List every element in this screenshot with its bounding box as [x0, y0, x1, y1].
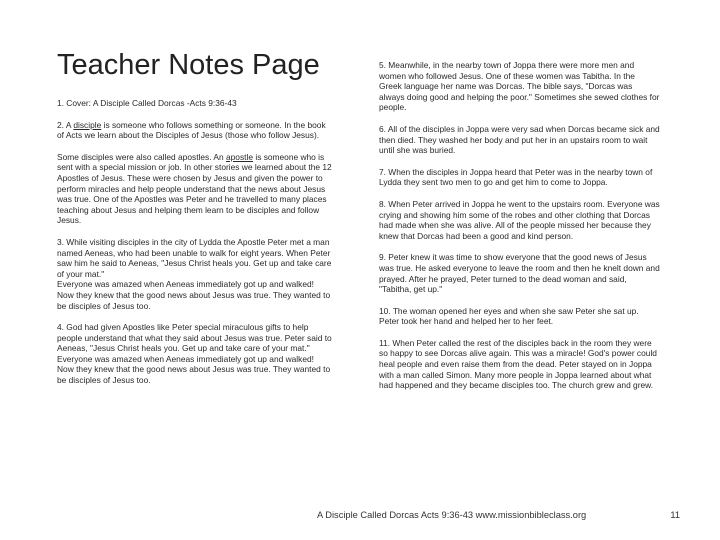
page-number: 11 [670, 510, 680, 520]
note-4 [57, 322, 333, 386]
note-2-start: 2. A [57, 119, 74, 130]
note-apostle-start: Some disciples were also called apostles. An [57, 151, 226, 162]
note-9: 9. Peter knew it was time to show everyone that the good news of Jesus was true. He asked everyone to leave the room and then he knelt down and prayed. After he prayed, Peter turned to the dead woman and said, "Tabitha, get up." [379, 252, 660, 295]
term-disciple: disciple [73, 119, 102, 130]
note-4-a: 4. God had given Apostles like Peter special miraculous gifts to help people understand that what they said about Jesus was true. Peter said to Aeneas, "Jesus Christ heals you. Get up and take care of your mat." [57, 322, 332, 354]
right-column [379, 60, 660, 402]
note-11: 11. When Peter called the rest of the disciples back in the room they were so happy to see Dorcas alive again. This was a miracle! God's power could heal people and even raise them from the dead. Peter stayed on in Joppa with a man called Simon. Many more people in Joppa learned about what had happened and they became disciples too. The church grew and grew. [379, 337, 657, 391]
note-5: 5. Meanwhile, in the nearby town of Joppa there were more men and women who followed Jesus. One of these women was Tabitha. In the Greek language her name was Dorcas. The bible says, "Dorcas was always doing good and helping the poor." Sometimes she sewed clothes for people. [379, 60, 660, 113]
note-3-b: Everyone was amazed when Aeneas immediately got up and walked! Now they knew that the good news about Jesus was true. They wanted to be disciples of Jesus too. [57, 279, 331, 311]
left-column [57, 98, 333, 397]
footer-caption: A Disciple Called Dorcas Acts 9:36-43 www.missionbibleclass.org [317, 510, 587, 520]
note-1: 1. Cover: A Disciple Called Dorcas -Acts 9:36-43 [57, 98, 237, 108]
note-6: 6. All of the disciples in Joppa were very sad when Dorcas became sick and then died. They washed her body and put her in an upstairs room to wait until she was buried. [379, 123, 660, 156]
note-2-apostles [57, 152, 333, 226]
note-3 [57, 237, 333, 311]
note-4-b: Everyone was amazed when Aeneas immediately got up and walked! Now they knew that the good news about Jesus was true. They wanted to be disciples of Jesus too. [57, 353, 331, 386]
note-8: 8. When Peter arrived in Joppa he went to the upstairs room. Everyone was crying and showing him some of the robes and other clothing that Dorcas had made when she was alive. All of the people missed her because they knew that Dorcas had been a good and kind person. [379, 198, 660, 241]
note-7: 7. When the disciples in Joppa heard that Peter was in the nearby town of Lydda they sent two men to go and get him to come to Joppa. [379, 166, 653, 188]
term-apostle: apostle [225, 151, 253, 162]
page-title: Teacher Notes Page [57, 49, 320, 81]
note-apostle-rest: is someone who is sent with a special mission or job. In other stories we learned about the 12 Apostles of Jesus. These were chosen by Jesus and given the power to perform miracles and help people understand that the news about Jesus was true. One of the Apostles was Peter and he travelled to many places teaching about Jesus and helping them learn to be disciples and follow Jesus. [57, 151, 332, 226]
note-10: 10. The woman opened her eyes and when she saw Peter she sat up. Peter took her hand and helped her to her feet. [379, 305, 639, 327]
note-2-rest: is someone who follows something or someone. In the book of Acts we learn about the Disciples of Jesus (those who follow Jesus). [57, 119, 326, 141]
note-2 [57, 120, 333, 141]
note-3-a: 3. While visiting disciples in the city of Lydda the Apostle Peter met a man named Aeneas, who had been unable to walk for eight years. When Peter saw him he said to Aeneas, "Jesus Christ heals you. Get up and take care of your mat." [57, 236, 332, 279]
